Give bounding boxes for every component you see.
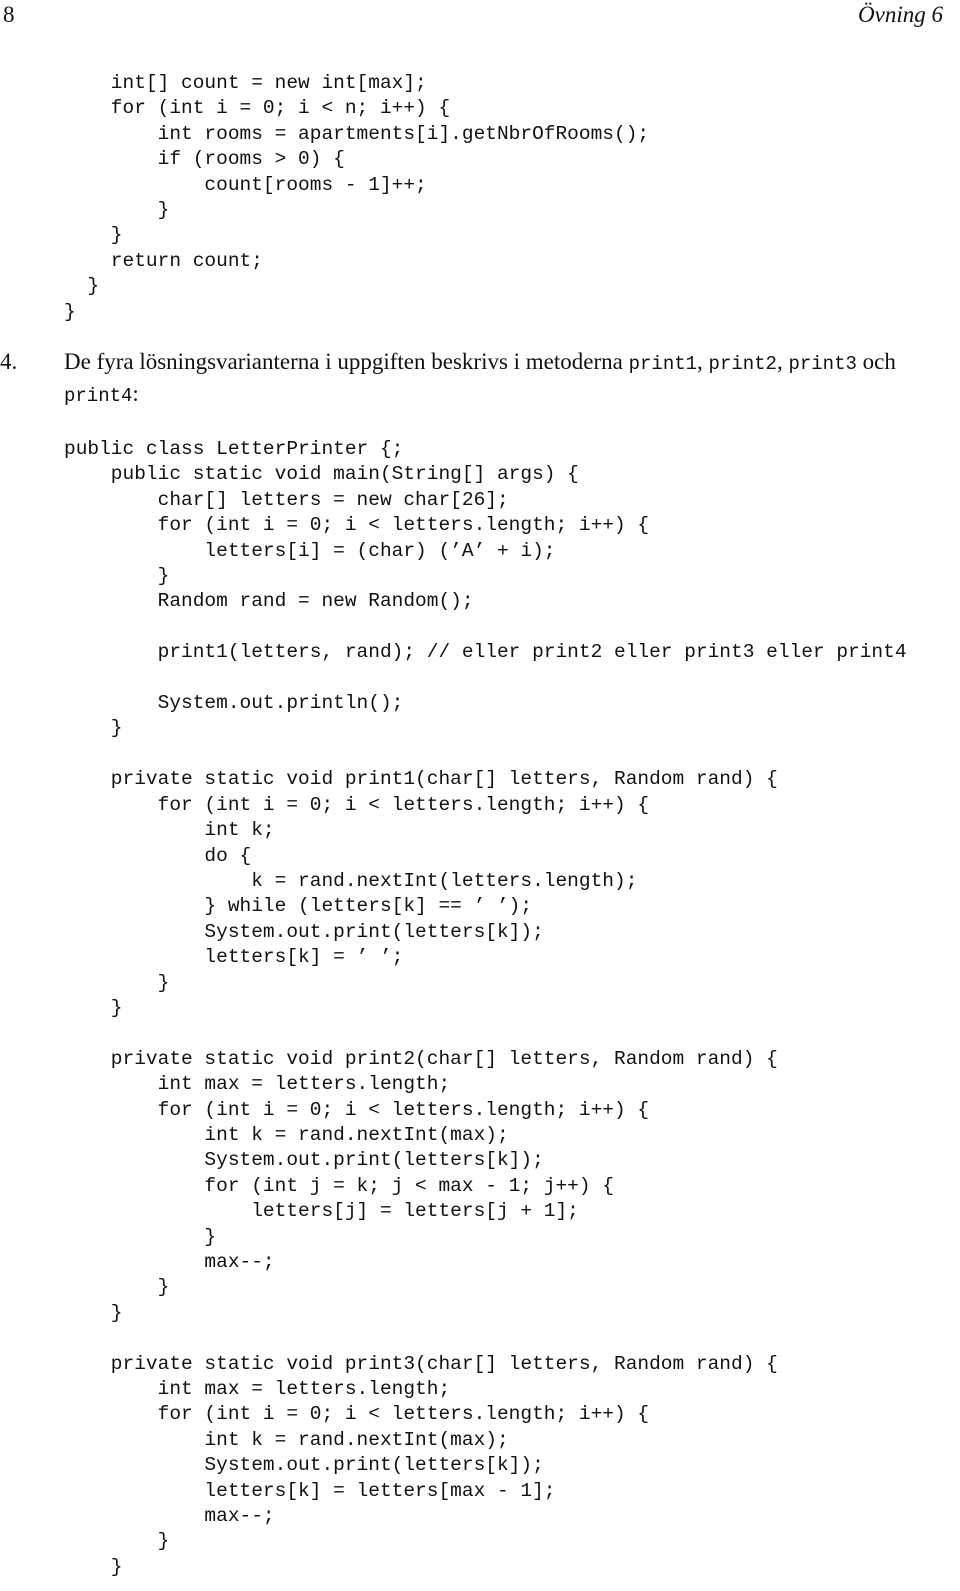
- separator: ,: [776, 349, 789, 374]
- code-block-letterprinter: public class LetterPrinter {; public static void main(String[] args) { char[] letters = new char[26]; for (int i = 0; i < letters.length; i++) { letters[i] = (char) (’A’ + i); } Random rand = new Random(); print1(letters, rand); // eller print2 eller print3 eller print4 System.out.println(); } private static void print1(char[] letters, Random rand) { for (int i = 0; i < letters.length; i++) { int k; do { k = rand.nextInt(letters.length); } while (letters[k] == ’ ’); System.out.print(letters[k]); letters[k] = ’ ’; } } private static void print2(char[] letters, Random rand) { int max = letters.length; for (int i = 0; i < letters.length; i++) { int k = rand.nextInt(max); System.out.print(letters[k]); for (int j = k; j < max - 1; j++) { letters[j] = letters[j + 1]; } max--; } } private static void print3(char[] letters, Random rand) { int max = letters.length; for (int i = 0; i < letters.length; i++) { int k = rand.nextInt(max); System.out.print(letters[k]); letters[k] = letters[max - 1]; max--; } }: [64, 438, 907, 1578]
- task-number: 4.: [0, 349, 18, 374]
- task-text-line-2: [64, 378, 139, 412]
- method-print4: print4: [64, 385, 133, 407]
- method-print2: print2: [708, 353, 777, 375]
- page-number: 8: [3, 2, 15, 27]
- code-block-top: int[] count = new int[max]; for (int i = 0; i < n; i++) { int rooms = apartments[i].getNbrOfRooms(); if (rooms > 0) { count[rooms - 1]++; } } return count; } }: [64, 72, 650, 323]
- colon: :: [132, 381, 139, 406]
- running-head-title: Övning 6: [858, 2, 943, 27]
- method-print3: print3: [788, 353, 857, 375]
- separator: ,: [697, 349, 709, 374]
- task-text-line-1: [64, 346, 896, 380]
- task-text: De fyra lösningsvarianterna i uppgiften beskrivs i metoderna: [64, 349, 629, 374]
- conjunction: och: [856, 349, 896, 374]
- method-print1: print1: [628, 353, 698, 375]
